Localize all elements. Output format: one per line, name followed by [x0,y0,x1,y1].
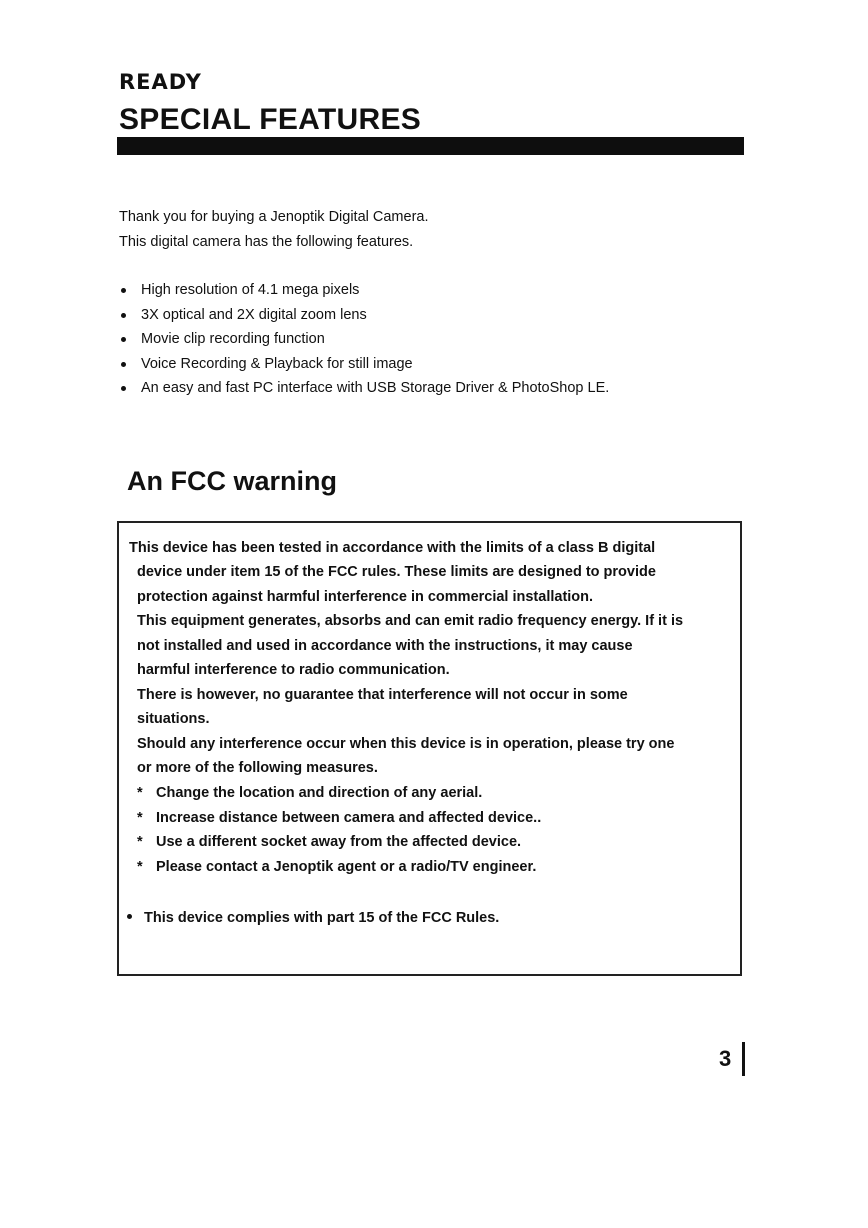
fcc-line: situations. [137,711,210,727]
measures-list [137,781,541,879]
fcc-line: This equipment generates, absorbs and can emit radio frequency energy. If it is [137,613,684,629]
asterisk-icon: * [137,785,143,801]
measure-text: Use a different socket away from the affected device. [156,834,522,850]
fcc-line: not installed and used in accordance with the instructions, it may cause [137,637,633,654]
fcc-line: This device has been tested in accordance with the limits of a class B digital [129,540,656,556]
feature-item [119,327,609,352]
page-number: 3 [719,1046,732,1071]
bullet-icon [121,288,126,293]
measure-text: Increase distance between camera and affected device.. [156,809,542,826]
bullet-icon [121,337,126,342]
fcc-line: harmful interference to radio communication. [137,662,450,678]
measure-item [137,781,541,806]
bullet-icon [121,386,126,391]
section-label: READY [119,70,202,94]
bullet-icon [121,362,126,367]
measure-text: Change the location and direction of any aerial. [156,785,483,801]
feature-item [119,352,609,377]
title-rule [117,137,744,155]
fcc-line: or more of the following measures. [137,760,378,776]
page-title: SPECIAL FEATURES [119,103,422,136]
page-number-bar [742,1042,745,1076]
feature-text: High resolution of 4.1 mega pixels [141,282,360,298]
asterisk-icon: * [137,834,143,850]
measure-item [137,855,541,880]
bullet-icon [121,313,126,318]
fcc-warning-box [117,521,742,976]
fcc-text [137,560,737,781]
feature-text: Voice Recording & Playback for still image [141,355,413,372]
complies-text: This device complies with part 15 of the FCC Rules. [144,910,500,926]
complies-note [119,906,499,931]
fcc-heading: An FCC warning [127,466,337,496]
measure-text: Please contact a Jenoptik agent or a radio/TV engineer. [156,858,537,875]
measure-item [137,830,541,855]
intro-text [119,205,429,254]
intro-line: This digital camera has the following features. [119,233,414,250]
feature-item [119,376,609,401]
fcc-line: protection against harmful interference in commercial installation. [137,588,594,605]
measure-item [137,806,541,831]
fcc-line: There is however, no guarantee that interference will not occur in some [137,686,628,703]
feature-list [119,278,609,401]
feature-text: An easy and fast PC interface with USB Storage Driver & PhotoShop LE. [141,380,610,396]
fcc-line: device under item 15 of the FCC rules. These limits are designed to provide [137,564,656,580]
feature-text: Movie clip recording function [141,331,325,347]
intro-line: Thank you for buying a Jenoptik Digital Camera. [119,209,429,225]
bullet-icon [127,914,132,919]
asterisk-icon: * [137,858,143,875]
feature-item [119,278,609,303]
fcc-line: Should any interference occur when this device is in operation, please try one [137,735,675,752]
feature-text: 3X optical and 2X digital zoom lens [141,306,367,323]
feature-item [119,303,609,328]
asterisk-icon: * [137,809,143,826]
